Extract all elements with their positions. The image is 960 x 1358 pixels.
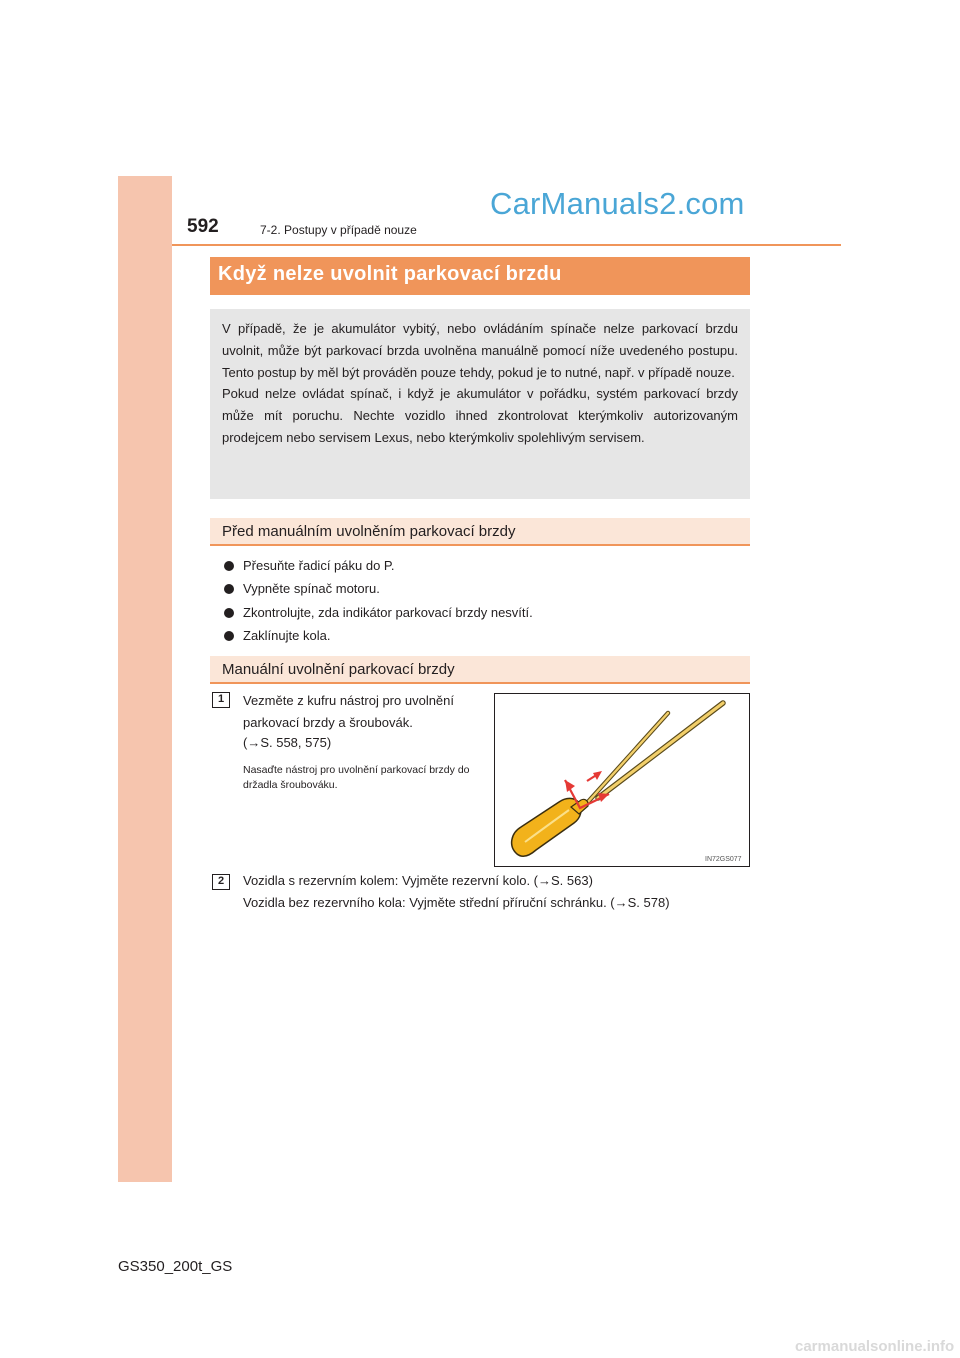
- manual-release-heading: Manuální uvolnění parkovací brzdy: [210, 656, 750, 684]
- figure-code: IN72GS077: [705, 856, 742, 863]
- page-number: 592: [187, 216, 219, 237]
- bullet-dot-icon: [224, 584, 234, 594]
- step-2-line-1: Vozidla s rezervním kolem: Vyjměte rezervní kolo. (→S. 563): [243, 873, 593, 888]
- before-heading: Před manuálním uvolněním parkovací brzdy: [210, 518, 750, 546]
- intro-paragraph-2: Pokud nelze ovládat spínač, i když je akumulátor v pořádku, systém parkovací brzdy může mít poruchu. Nechte vozidlo ihned zkontrolovat kterýmkoliv autorizovaným prodejcem nebo servisem Lexus, nebo kterýmkoliv spolehlivým servisem.: [222, 386, 738, 445]
- release-tool-rod: [598, 703, 723, 798]
- section-title: 7-2. Postupy v případě nouze: [260, 223, 417, 237]
- step-number-2: 2: [212, 874, 230, 890]
- screwdriver-shaft: [578, 713, 668, 813]
- tool-illustration: [494, 693, 750, 867]
- list-item-text: Přesuňte řadicí páku do P.: [243, 558, 395, 573]
- list-item-text: Zkontrolujte, zda indikátor parkovací brzdy nesvítí.: [243, 604, 533, 620]
- main-heading: Když nelze uvolnit parkovací brzdu: [210, 257, 750, 295]
- step-1-text: Vezměte z kufru nástroj pro uvolnění parkovací brzdy a šroubovák.: [243, 693, 455, 730]
- list-item: [224, 624, 533, 647]
- screwdriver-handle: [512, 798, 589, 856]
- list-item: [224, 601, 533, 624]
- intro-paragraph-1: V případě, že je akumulátor vybitý, nebo ovládáním spínače nelze parkovací brzdu uvolnit, může být parkovací brzda uvolněna manuálně pomocí níže uvedeného postupu. Tento postup by měl být prováděn pouze tehdy, pokud je to nutné, např. v případě nouze.: [222, 321, 738, 380]
- screwdriver-tool-illustration: [495, 694, 749, 866]
- list-item-text: Zaklínujte kola.: [243, 627, 331, 643]
- step-number-1: 1: [212, 692, 230, 708]
- step-1-page-reference: (→S. 558, 575): [243, 735, 332, 750]
- list-item: [224, 577, 533, 600]
- step-2-line-2: Vozidla bez rezervního kola: Vyjměte střední příruční schránku. (→S. 578): [243, 895, 670, 910]
- intro-box: [210, 309, 750, 499]
- header-rule: [172, 244, 841, 246]
- insert-arrow-2-icon: [587, 771, 602, 781]
- bullet-dot-icon: [224, 608, 234, 618]
- list-item: [224, 554, 533, 577]
- model-code-footer: GS350_200t_GS: [118, 1258, 233, 1275]
- bullet-dot-icon: [224, 631, 234, 641]
- step-1-note: Nasaďte nástroj pro uvolnění parkovací brzdy do držadla šroubováku.: [243, 764, 470, 791]
- list-item-text: Vypněte spínač motoru.: [243, 581, 380, 597]
- before-checklist: [224, 554, 533, 647]
- side-band: [118, 176, 172, 1182]
- bullet-dot-icon: [224, 561, 234, 571]
- watermark-top: CarManuals2.com: [490, 186, 745, 221]
- watermark-bottom: carmanualsonline.info: [795, 1338, 955, 1355]
